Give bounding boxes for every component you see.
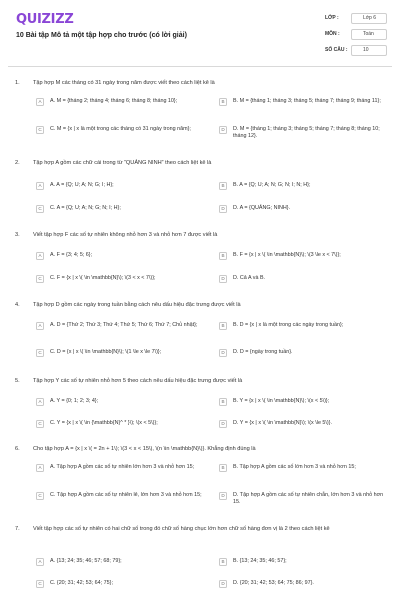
question-number: 5.: [15, 378, 20, 384]
option-letter-box[interactable]: A: [36, 252, 44, 260]
option-text: D. Tập hợp A gồm các số tự nhiên chẵn, lớn hơn 3 và nhỏ hơn 15.: [233, 492, 384, 506]
worksheet-meta: [325, 12, 387, 60]
option-letter-box[interactable]: D: [219, 205, 227, 213]
option-text: D. D = {ngày trong tuần}.: [233, 349, 293, 355]
option-letter-box[interactable]: A: [36, 322, 44, 330]
option-a[interactable]: [36, 464, 206, 472]
option-c[interactable]: [36, 349, 206, 357]
option-letter-box[interactable]: B: [219, 252, 227, 260]
option-b[interactable]: [219, 252, 389, 260]
option-text: B. M = {tháng 1; tháng 3; tháng 5; tháng 7; tháng 9; tháng 11};: [233, 98, 381, 104]
question-number: 1.: [15, 80, 20, 86]
option-b[interactable]: [219, 558, 389, 566]
option-text: B. Tập hợp A gồm các số lớn hơn 3 và nhỏ hơn 15;: [233, 464, 356, 470]
option-text: D. {20; 31; 42; 53; 64; 75; 86; 97}.: [233, 580, 314, 586]
option-text: B. A = {Q; U; A; N; G; N; I; N; H};: [233, 182, 311, 188]
option-text: A. M = {tháng 2; tháng 4; tháng 6; tháng 8; tháng 10};: [50, 98, 178, 104]
option-a[interactable]: [36, 252, 206, 260]
meta-subject-field: Toán: [351, 29, 387, 40]
option-b[interactable]: [219, 182, 389, 190]
option-letter-box[interactable]: B: [219, 464, 227, 472]
option-text: A. D = {Thứ 2; Thứ 3; Thứ 4; Thứ 5; Thứ 6; Thứ 7; Chủ nhật};: [50, 322, 198, 328]
question-text: Tập hợp D gồm các ngày trong tuần bằng cách nêu dấu hiệu đặc trưng được viết là: [33, 302, 241, 308]
quizizz-logo: QUIZIZZ: [16, 12, 74, 27]
meta-label: SỐ CÂU :: [325, 47, 348, 54]
option-text: D. A = {QUẢNG; NINH}.: [233, 205, 291, 211]
option-c[interactable]: [36, 275, 206, 283]
option-a[interactable]: [36, 558, 206, 566]
option-letter-box[interactable]: C: [36, 492, 44, 500]
option-text: C. F = {x | x \( \in \mathbb{N}\); \(3 < x < 7\)};: [50, 275, 156, 281]
question-number: 7.: [15, 526, 20, 532]
option-text: A. A = {Q; U; A; N; G; I; H};: [50, 182, 114, 188]
option-d[interactable]: [219, 205, 389, 213]
option-letter-box[interactable]: B: [219, 322, 227, 330]
option-letter-box[interactable]: C: [36, 580, 44, 588]
option-text: B. {13; 24; 35; 46; 57};: [233, 558, 287, 564]
option-b[interactable]: [219, 322, 389, 330]
option-letter-box[interactable]: A: [36, 558, 44, 566]
option-b[interactable]: [219, 398, 389, 406]
meta-question-count-field: 10: [351, 45, 387, 56]
question-number: 4.: [15, 302, 20, 308]
option-c[interactable]: [36, 126, 206, 134]
option-letter-box[interactable]: D: [219, 126, 227, 134]
document-title: 10 Bài tập Mô tả một tập hợp cho trước (có lời giải): [16, 32, 187, 39]
meta-row-grade: [325, 12, 387, 25]
option-letter-box[interactable]: C: [36, 205, 44, 213]
option-a[interactable]: [36, 98, 206, 106]
option-d[interactable]: [219, 126, 389, 140]
option-text: B. F = {x | x \( \in \mathbb{N}\); \(3 \le x < 7\)};: [233, 252, 341, 258]
option-text: C. D = {x | x \( \in \mathbb{N}\); \(1 \le x \le 7\)};: [50, 349, 162, 355]
question-text: Tập hợp M các tháng có 31 ngày trong năm được viết theo cách liệt kê là: [33, 80, 215, 86]
question-text: Cho tập hợp A = {x | x \( = 2n + 1\); \(3 < x < 15\), \(n \in \mathbb{N}\)}. Khẳng định đúng là: [33, 446, 256, 452]
option-b[interactable]: [219, 98, 389, 106]
meta-label: LỚP :: [325, 15, 339, 22]
question-number: 3.: [15, 232, 20, 238]
option-c[interactable]: [36, 420, 206, 428]
option-letter-box[interactable]: A: [36, 98, 44, 106]
option-text: C. M = {x | x là một trong các tháng có 31 ngày trong năm};: [50, 126, 191, 132]
option-a[interactable]: [36, 322, 206, 330]
option-text: A. {13; 24; 35; 46; 57; 68; 79};: [50, 558, 122, 564]
question-text: Viết tập hợp F các số tự nhiên không nhỏ hơn 3 và nhỏ hơn 7 được viết là: [33, 232, 218, 238]
option-letter-box[interactable]: D: [219, 420, 227, 428]
header-divider: [8, 66, 392, 67]
question-number: 2.: [15, 160, 20, 166]
option-text: A. Tập hợp A gồm các số tự nhiên lớn hơn 3 và nhỏ hơn 15;: [50, 464, 195, 470]
option-b[interactable]: [219, 464, 389, 472]
option-letter-box[interactable]: D: [219, 580, 227, 588]
option-letter-box[interactable]: B: [219, 98, 227, 106]
option-letter-box[interactable]: C: [36, 275, 44, 283]
question-text: Tập hợp Y các số tự nhiên nhỏ hơn 5 theo cách nêu dấu hiệu đặc trưng được viết là: [33, 378, 243, 384]
option-letter-box[interactable]: A: [36, 464, 44, 472]
option-letter-box[interactable]: A: [36, 182, 44, 190]
meta-label: MÔN :: [325, 31, 340, 38]
question-text: Tập hợp A gồm các chữ cái trong từ “QUẢNG NINH” theo cách liệt kê là: [33, 160, 212, 166]
option-letter-box[interactable]: C: [36, 349, 44, 357]
option-c[interactable]: [36, 580, 206, 588]
option-letter-box[interactable]: D: [219, 349, 227, 357]
option-letter-box[interactable]: D: [219, 492, 227, 500]
option-d[interactable]: [219, 492, 389, 506]
option-a[interactable]: [36, 182, 206, 190]
option-text: C. A = {Q; U; A; N; G; N; I; H};: [50, 205, 121, 211]
option-letter-box[interactable]: D: [219, 275, 227, 283]
option-letter-box[interactable]: B: [219, 398, 227, 406]
option-d[interactable]: [219, 420, 389, 428]
option-letter-box[interactable]: A: [36, 398, 44, 406]
option-a[interactable]: [36, 398, 206, 406]
option-text: C. {20; 31; 42; 53; 64; 75};: [50, 580, 113, 586]
meta-row-subject: [325, 28, 387, 41]
question-number: 6.: [15, 446, 20, 452]
meta-grade-field: Lớp 6: [351, 13, 387, 24]
option-text: C. Y = {x | x \( \in {\mathbb{N}^ * }\); \(x < 5\)};: [50, 420, 158, 426]
option-letter-box[interactable]: C: [36, 420, 44, 428]
option-c[interactable]: [36, 492, 206, 500]
meta-row-count: [325, 44, 387, 57]
option-letter-box[interactable]: B: [219, 182, 227, 190]
option-text: A. Y = {0; 1; 2; 3; 4};: [50, 398, 99, 404]
option-text: B. D = {x | x là một trong các ngày trong tuần};: [233, 322, 344, 328]
option-text: D. M = {tháng 1; tháng 3; tháng 5; tháng 7; tháng 8; tháng 10; tháng 12}.: [233, 126, 380, 140]
option-letter-box[interactable]: C: [36, 126, 44, 134]
option-text: B. Y = {x | x \( \in \mathbb{N}\); \(x < 5\)};: [233, 398, 330, 404]
option-d[interactable]: [219, 580, 389, 588]
option-c[interactable]: [36, 205, 206, 213]
page-header: [0, 0, 400, 62]
option-letter-box[interactable]: B: [219, 558, 227, 566]
option-d[interactable]: [219, 275, 389, 283]
option-text: C. Tập hợp A gồm các số tự nhiên lẻ, lớn hơn 3 và nhỏ hơn 15;: [50, 492, 202, 498]
option-text: D. Cả A và B.: [233, 275, 266, 281]
option-text: A. F = {3; 4; 5; 6};: [50, 252, 93, 258]
option-d[interactable]: [219, 349, 389, 357]
question-text: Viết tập hợp các số tự nhiên có hai chữ số trong đó chữ số hàng chục lớn hơn chữ số hàng đơn vị là 2 theo cách liệt kê: [33, 526, 330, 532]
option-text: D. Y = {x | x \( \in \mathbb{N}\); \(x \le 5\)}.: [233, 420, 333, 426]
